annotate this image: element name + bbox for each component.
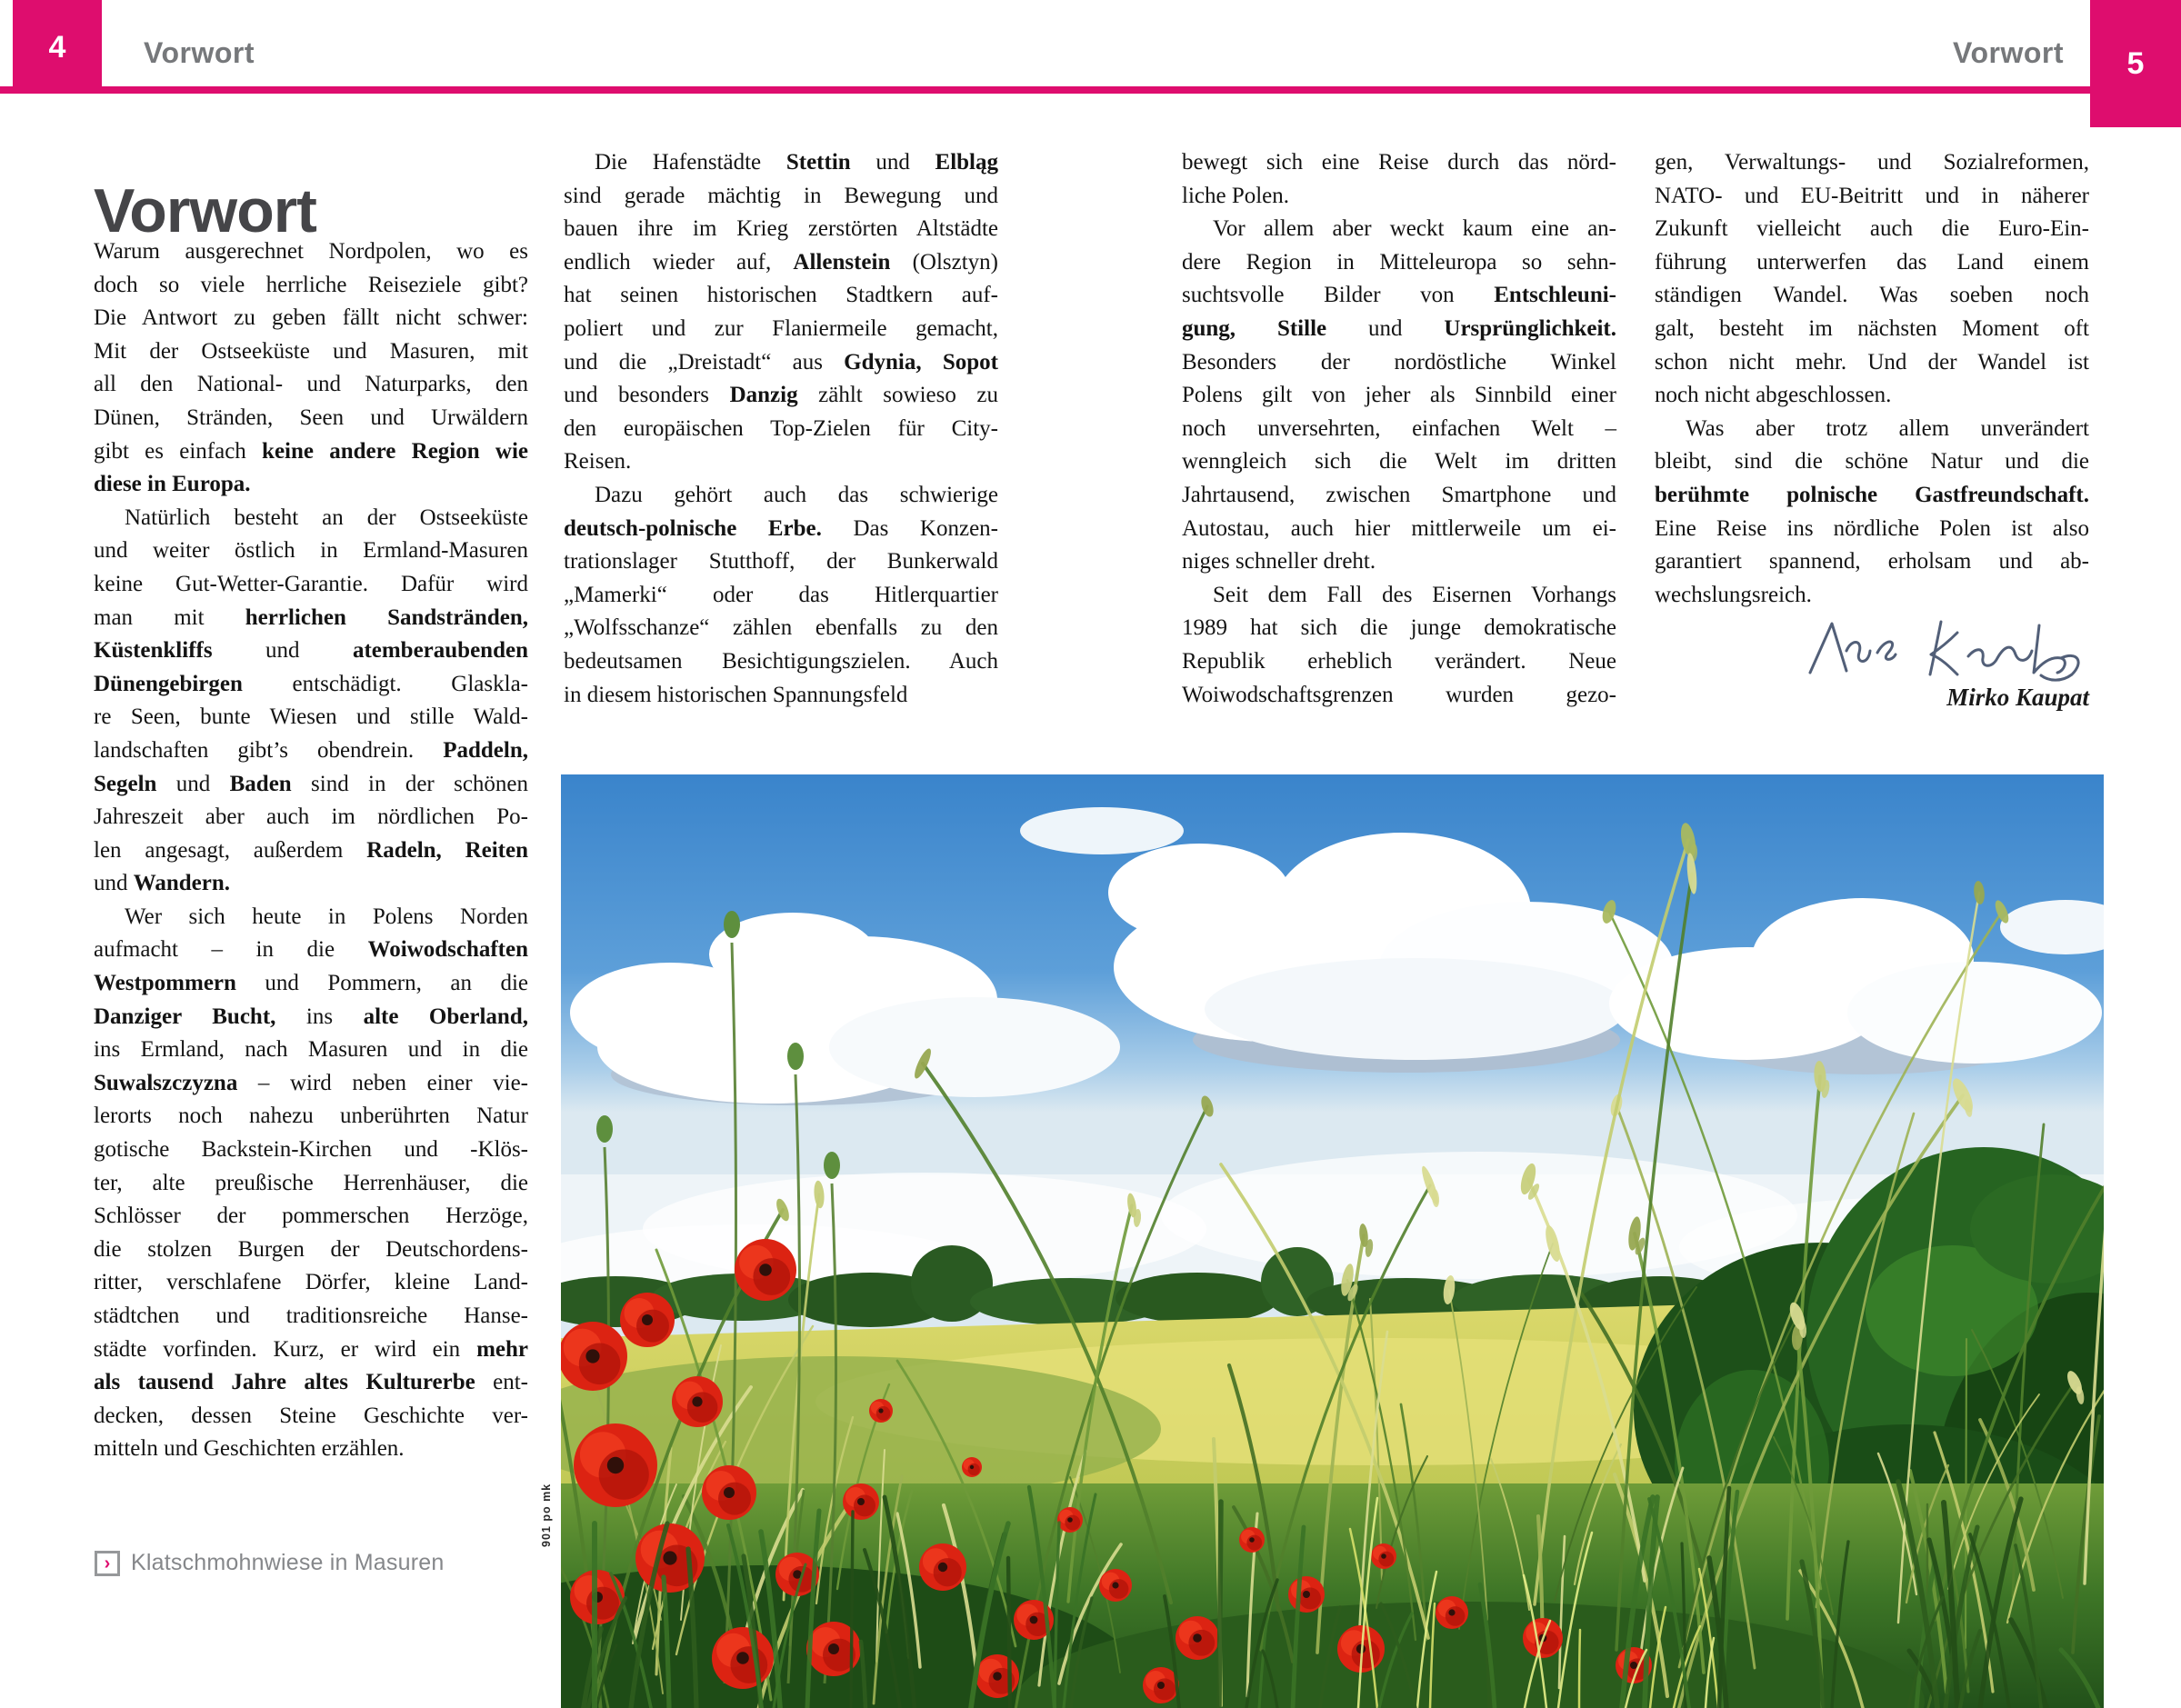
text-line: und Wandern.: [94, 871, 231, 896]
text-line: „Mamerki“ oder das Hitlerquartier: [564, 582, 998, 607]
text-line: „Wolfsschanze“ zählen ebenfalls zu den: [564, 615, 998, 641]
text-line: bewegt sich eine Reise durch das nörd-: [1182, 150, 1616, 175]
text-line: niges schneller dreht.: [1182, 549, 1376, 574]
text-line: doch so viele herrliche Reiseziele gibt?: [94, 272, 528, 297]
signature-name: Mirko Kaupat: [1946, 684, 2089, 711]
text-line: Woiwodschaftsgrenzen wurden gezo-: [1182, 682, 1616, 707]
text-line: gibt es einfach keine andere Region wie: [94, 438, 528, 464]
text-line: noch unversehrten, einfachen Welt –: [1182, 415, 1616, 441]
text-line: berühmte polnische Gastfreundschaft.: [1655, 482, 2089, 507]
photo-poppy-meadow: [561, 774, 2104, 1708]
text-line: len angesagt, außerdem Radeln, Reiten: [94, 837, 528, 863]
text-column-3: [1182, 146, 1616, 712]
text-line: Westpommern und Pommern, an die: [94, 971, 528, 996]
article-title: Vorwort: [94, 175, 316, 245]
text-line: Was aber trotz allem unverändert: [1686, 415, 2089, 441]
text-line: Suwalszczyzna – wird neben einer vie-: [94, 1070, 528, 1095]
text-line: 1989 hat sich die junge demokratische: [1182, 615, 1616, 641]
text-line: mitteln und Geschichten erzählen.: [94, 1436, 405, 1462]
text-line: gen, Verwaltungs- und Sozialreformen,: [1655, 150, 2089, 175]
text-line: dere Region in Mitteleuropa so sehn-: [1182, 249, 1616, 275]
text-line: Jahreszeit aber auch im nördlichen Po-: [94, 804, 528, 830]
text-line: Vor allem aber weckt kaum eine an-: [1213, 216, 1616, 242]
text-line: endlich wieder auf, Allenstein (Olsztyn): [564, 249, 998, 275]
page-number-left: 4: [13, 0, 102, 88]
text-line: als tausend Jahre altes Kulturerbe ent-: [94, 1370, 528, 1395]
text-line: Dazu gehört auch das schwierige: [595, 482, 998, 507]
page-number-right: 5: [2090, 0, 2181, 127]
text-line: gung, Stille und Ursprünglichkeit.: [1182, 315, 1616, 341]
text-column-4: [1655, 146, 2089, 612]
text-line: keine Gut-Wetter-Garantie. Dafür wird: [94, 571, 528, 596]
text-line: und besonders Danzig zählt sowieso zu: [564, 383, 998, 408]
text-line: Die Antwort zu geben fällt nicht schwer:: [94, 305, 528, 331]
text-line: deutsch-polnische Erbe. Das Konzen-: [564, 515, 998, 541]
text-line: galt, besteht im nächsten Moment oft: [1655, 315, 2089, 341]
text-line: Jahrtausend, zwischen Smartphone und: [1182, 482, 1616, 507]
text-line: suchtsvolle Bilder von Entschleuni-: [1182, 283, 1616, 308]
text-line: Reisen.: [564, 449, 632, 474]
text-line: ins Ermland, nach Masuren und in die: [94, 1037, 528, 1063]
text-line: städtchen und traditionsreiche Hanse-: [94, 1303, 528, 1328]
text-line: Dünen, Stränden, Seen und Urwäldern: [94, 405, 528, 430]
text-line: liche Polen.: [1182, 183, 1290, 208]
text-line: garantiert spannend, erholsam und ab-: [1655, 549, 2089, 574]
text-line: decken, dessen Steine Geschichte ver-: [94, 1403, 528, 1428]
text-line: all den National- und Naturparks, den: [94, 372, 528, 397]
text-line: ständigen Wandel. Was soeben noch: [1655, 283, 2089, 308]
text-line: und weiter östlich in Ermland-Masuren: [94, 538, 528, 564]
text-line: und die „Dreistadt“ aus Gdynia, Sopot: [564, 349, 998, 375]
text-line: wenngleich sich die Welt im dritten: [1182, 449, 1616, 474]
text-line: hat seinen historischen Stadtkern auf-: [564, 283, 998, 308]
arrow-right-icon: ›: [95, 1551, 120, 1576]
text-line: Schlösser der pommerschen Herzöge,: [94, 1204, 528, 1229]
text-line: städte vorfinden. Kurz, er wird ein mehr: [94, 1336, 528, 1362]
text-line: ter, alte preußische Herrenhäuser, die: [94, 1170, 528, 1195]
photo-caption: [95, 1550, 444, 1576]
text-line: noch nicht abgeschlossen.: [1655, 383, 1892, 408]
running-head-right: Vorwort: [1952, 36, 2064, 69]
text-line: lerorts noch nahezu unberührten Natur: [94, 1104, 528, 1129]
text-column-2: [564, 146, 998, 712]
text-line: Republik erheblich verändert. Neue: [1182, 648, 1616, 674]
text-line: Besonders der nordöstliche Winkel: [1182, 349, 1616, 375]
text-line: Seit dem Fall des Eisernen Vorhangs: [1213, 582, 1616, 607]
text-line: man mit herrlichen Sandstränden,: [94, 604, 528, 630]
text-line: diese in Europa.: [94, 472, 251, 497]
text-line: Danziger Bucht, ins alte Oberland,: [94, 1004, 528, 1029]
text-line: in diesem historischen Spannungsfeld: [564, 682, 908, 707]
photo-credit: 901 po mk: [540, 1483, 553, 1547]
text-line: schon nicht mehr. Und der Wandel ist: [1655, 349, 2089, 375]
text-line: landschaften gibt’s obendrein. Paddeln,: [94, 737, 528, 763]
text-line: Segeln und Baden sind in der schönen: [94, 771, 529, 796]
text-line: bedeutsamen Besichtigungszielen. Auch: [564, 648, 998, 674]
text-line: Wer sich heute in Polens Norden: [125, 904, 528, 929]
text-line: aufmacht – in die Woiwodschaften: [94, 937, 528, 963]
text-line: Autostau, auch hier mittlerweile um ei-: [1182, 515, 1616, 541]
text-line: Warum ausgerechnet Nordpolen, wo es: [94, 239, 528, 264]
text-line: Polens gilt von jeher als Sinnbild einer: [1182, 383, 1616, 408]
signature-scrawl: [1805, 616, 2089, 684]
running-head-left: Vorwort: [144, 36, 255, 69]
text-line: NATO- und EU-Beitritt und in näherer: [1655, 183, 2089, 208]
photo-caption-text: Klatschmohnwiese in Masuren: [131, 1550, 445, 1575]
text-line: Zukunft vielleicht auch die Euro-Ein-: [1655, 216, 2089, 242]
text-line: ritter, verschlafene Dörfer, kleine Land-: [94, 1270, 528, 1295]
text-line: bauen ihre im Krieg zerstörten Altstädte: [564, 216, 998, 242]
text-line: Die Hafenstädte Stettin und Elbląg: [595, 150, 999, 175]
text-line: Dünengebirgen entschädigt. Glaskla-: [94, 671, 528, 696]
text-line: Mit der Ostseeküste und Masuren, mit: [94, 338, 528, 364]
text-column-1: [94, 235, 528, 1466]
text-line: re Seen, bunte Wiesen und stille Wald-: [94, 704, 528, 730]
header-rule: [0, 86, 2181, 94]
text-line: trationslager Stutthoff, der Bunkerwald: [564, 549, 998, 574]
text-line: poliert und zur Flaniermeile gemacht,: [564, 315, 998, 341]
text-line: wechslungsreich.: [1655, 582, 1812, 607]
text-line: Küstenkliffs und atemberaubenden: [94, 638, 528, 664]
text-line: bleibt, sind die schöne Natur und die: [1655, 449, 2089, 474]
text-line: sind gerade mächtig in Bewegung und: [564, 183, 998, 208]
text-line: die stolzen Burgen der Deutschordens-: [94, 1236, 528, 1262]
text-line: gotische Backstein-Kirchen und -Klös-: [94, 1137, 528, 1163]
text-line: den europäischen Top-Zielen für City-: [564, 415, 998, 441]
text-line: Natürlich besteht an der Ostseeküste: [125, 504, 528, 530]
text-line: führung unterwerfen das Land einem: [1655, 249, 2089, 275]
text-line: Eine Reise ins nördliche Polen ist also: [1655, 515, 2089, 541]
